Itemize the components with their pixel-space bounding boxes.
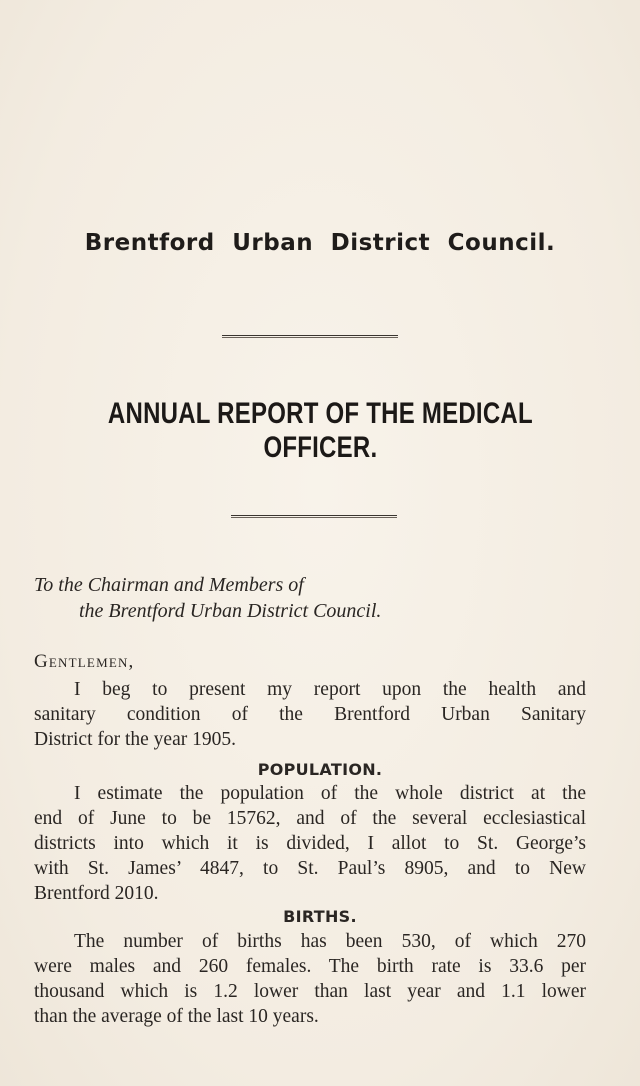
divider-rule: [231, 515, 397, 518]
paragraph-line: were males and 260 females. The birth rate is 33.6 per: [34, 956, 586, 977]
births-paragraph: [34, 929, 586, 1029]
paragraph-line: I beg to present my report upon the health and: [74, 679, 586, 700]
paragraph-line: sanitary condition of the Brentford Urban Sanitary: [34, 704, 586, 725]
paragraph-line: District for the year 1905.: [34, 729, 236, 750]
salutation: Gentlemen,: [34, 651, 135, 672]
paragraph-line: end of June to be 15762, and of the several ecclesiastical: [34, 808, 586, 829]
paragraph-line: I estimate the population of the whole district at the: [74, 783, 586, 804]
paragraph-line: thousand which is 1.2 lower than last year and 1.1 lower: [34, 981, 586, 1002]
paragraph-line: Brentford 2010.: [34, 883, 159, 904]
paragraph-line: than the average of the last 10 years.: [34, 1006, 319, 1027]
section-heading-births: BIRTHS.: [283, 907, 357, 926]
paragraph-line: with St. James’ 4847, to St. Paul’s 8905, and to New: [34, 858, 586, 879]
intro-paragraph: [34, 677, 586, 752]
divider-rule: [222, 335, 398, 338]
council-title: Brentford Urban District Council.: [84, 230, 556, 256]
report-title: ANNUAL REPORT OF THE MEDICAL OFFICER.: [107, 397, 533, 464]
paragraph-line: The number of births has been 530, of which 270: [74, 931, 586, 952]
section-heading-population: POPULATION.: [257, 760, 383, 779]
population-paragraph: [34, 781, 586, 906]
address-line: To the Chairman and Members of: [34, 574, 304, 596]
paragraph-line: districts into which it is divided, I allot to St. George’s: [34, 833, 586, 854]
address-line: the Brentford Urban District Council.: [79, 600, 382, 622]
